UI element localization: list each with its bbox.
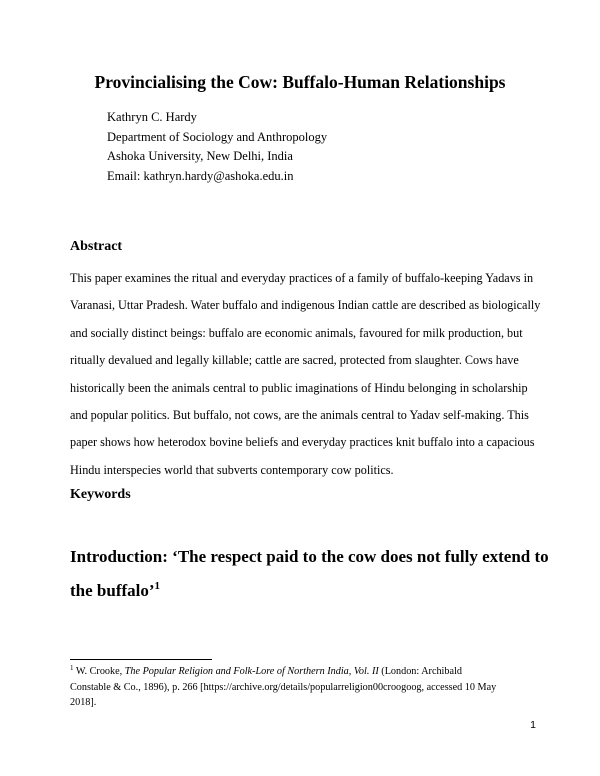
footnote-line1	[70, 664, 540, 680]
page-number: 1	[530, 719, 536, 731]
footnote-line3: 2018].	[70, 697, 97, 708]
footnote-divider	[70, 659, 212, 660]
abstract-body	[70, 265, 541, 484]
abstract-line: paper shows how heterodox bovine beliefs and everyday practices knit buffalo into a capacious	[70, 435, 535, 450]
footnote-publisher: (London: Archibald	[378, 666, 462, 677]
abstract-line: This paper examines the ritual and everyday practices of a family of buffalo-keeping Yadavs in	[70, 271, 534, 285]
paper-title: Provincialising the Cow: Buffalo-Human Relationships	[94, 72, 506, 92]
author-department: Department of Sociology and Anthropology	[107, 129, 328, 144]
keywords-heading: Keywords	[70, 487, 131, 502]
abstract-line: ritually devalued and legally killable; cattle are sacred, protected from slaughter. Cows have	[70, 353, 519, 368]
abstract-line: Varanasi, Uttar Pradesh. Water buffalo and indigenous Indian cattle are described as biologically	[70, 298, 541, 313]
footnote-author: W. Crooke,	[73, 666, 125, 677]
abstract-line: Hindu interspecies world that subverts contemporary cow politics.	[70, 462, 394, 477]
footnote-book-title: The Popular Religion and Folk-Lore of Northern India, Vol. II	[124, 666, 379, 677]
abstract-line: and popular politics. But buffalo, not cows, are the animals central to Yadav self-making. This	[70, 408, 529, 423]
author-name: Kathryn C. Hardy	[107, 110, 197, 124]
introduction-heading-line1: Introduction: ‘The respect paid to the cow does not fully extend to	[70, 547, 549, 566]
abstract-line: historically been the animals central to public imaginations of Hindu belonging in scholarship	[70, 380, 528, 395]
abstract-line: and socially distinct beings: buffalo are economic animals, favoured for milk production, but	[70, 325, 523, 340]
introduction-heading-line2-text: the buffalo’	[70, 581, 155, 600]
footnote-marker: 1	[70, 664, 74, 672]
footnote-line2: Constable & Co., 1896), p. 266 [https://archive.org/details/popularreligion00croogoog, accessed 10 May	[70, 681, 497, 693]
author-email: Email: kathryn.hardy@ashoka.edu.in	[107, 168, 294, 183]
footnote-reference[interactable]: 1	[154, 580, 161, 592]
introduction-heading-line2	[70, 574, 540, 608]
abstract-heading: Abstract	[70, 239, 123, 254]
footnote	[70, 664, 540, 711]
author-block	[107, 108, 327, 186]
author-institution: Ashoka University, New Delhi, India	[107, 149, 293, 163]
introduction-heading	[70, 540, 549, 608]
